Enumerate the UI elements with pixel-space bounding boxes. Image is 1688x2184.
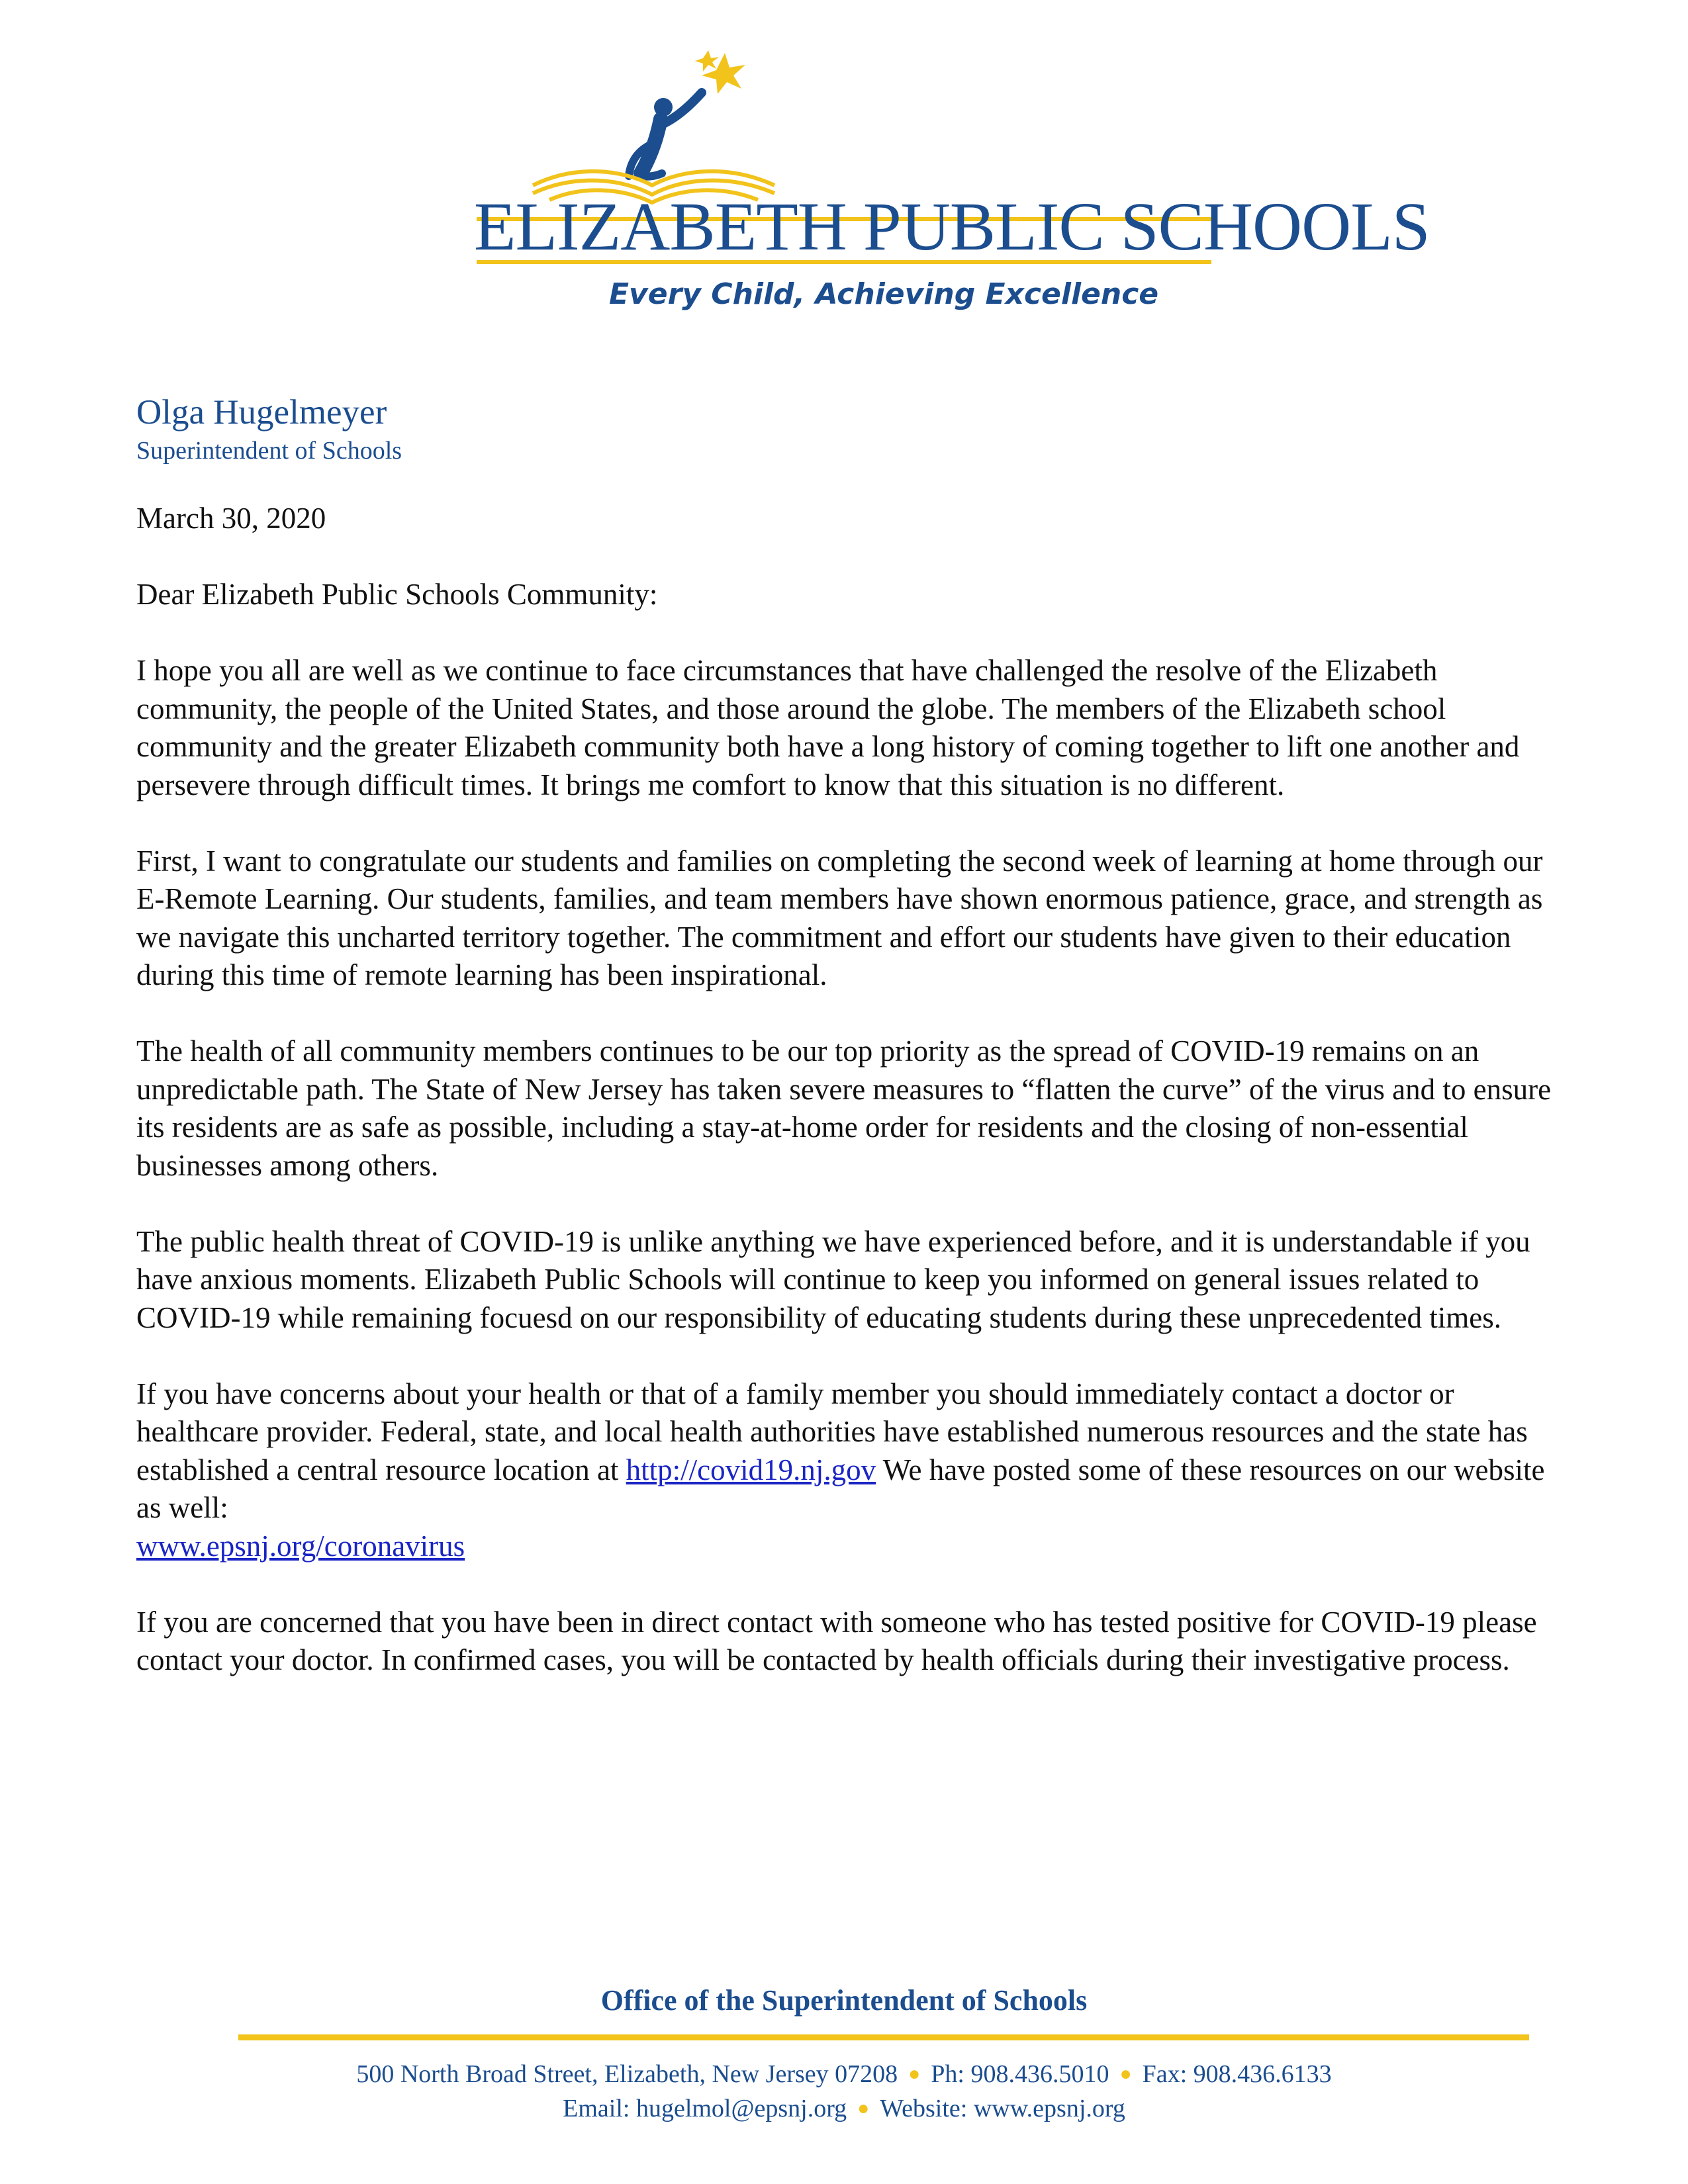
paragraph-4: The public health threat of COVID-19 is unlike anything we have experienced before, and it is understandable if you have anxious moments. Elizabeth Public Schools will continue to keep you informed on general issues related to COVID-19 while remaining focuesd on our responsibility of educating students during these unprecedented times. xyxy=(136,1224,1530,1334)
footer-phone: Ph: 908.436.5010 xyxy=(931,2060,1109,2088)
paragraph-5-text: If you have concerns about your health or that of a family member you should immediately contact a doctor or healthcare provider. Federal, state, and local health authorities have established numerous resources and the state has established a central resource location at xyxy=(136,1377,1528,1486)
star-icon xyxy=(695,50,745,94)
child-figure-icon xyxy=(629,93,702,177)
footer-website: Website: www.epsnj.org xyxy=(880,2095,1125,2122)
paragraph-6: If you are concerned that you have been in direct contact with someone who has tested positive for COVID-19 please contact your doctor. In confirmed cases, you will be contacted by health officials during their investigative process. xyxy=(136,1605,1537,1676)
covid19-nj-link[interactable]: http://covid19.nj.gov xyxy=(626,1453,876,1486)
letter-date: March 30, 2020 xyxy=(136,502,326,535)
footer-contact-line xyxy=(0,2058,1688,2090)
letter-body xyxy=(136,500,1560,1717)
footer-fax: Fax: 908.436.6133 xyxy=(1142,2060,1332,2088)
coronavirus-resources-link[interactable]: www.epsnj.org/coronavirus xyxy=(136,1529,465,1563)
paragraph-3: The health of all community members continues to be our top priority as the spread of COVID-19 remains on an unpredictable path. The State of New Jersey has taken severe measures to “flatten the curve” of the virus and to ensure its residents are as safe as possible, including a stay-at-home order for residents and the closing of non-essential businesses among others. xyxy=(136,1034,1552,1182)
paragraph-5-text-continued: We have posted some of these resources on our website as well: xyxy=(136,1453,1545,1524)
paragraph-5 xyxy=(136,1375,1560,1566)
author-block xyxy=(136,390,402,467)
footer-rule xyxy=(238,2034,1529,2040)
author-title: Superintendent of Schools xyxy=(136,437,402,465)
footer-office-title: Office of the Superintendent of Schools xyxy=(600,1984,1088,2017)
footer-email: Email: hugelmol@epsnj.org xyxy=(563,2095,847,2122)
logo-title: ELIZABETH PUBLIC SCHOOLS xyxy=(474,189,1430,265)
author-name: Olga Hugelmeyer xyxy=(136,393,387,432)
separator-dot: ● xyxy=(908,2063,921,2085)
separator-dot: ● xyxy=(857,2097,870,2119)
paragraph-2: First, I want to congratulate our students and families on completing the second week of learning at home through our E-Remote Learning. Our students, families, and team members have shown enormous patience, grace, and strength as we navigate this uncharted territory together. The commitment and effort our students have given to their education during this time of remote learning has been inspirational. xyxy=(136,844,1543,991)
separator-dot: ● xyxy=(1119,2063,1132,2085)
paragraph-1: I hope you all are well as we continue to face circumstances that have challenged the resolve of the Elizabeth community, the people of the United States, and those around the globe. The members of the Elizabeth school community and the greater Elizabeth community both have a long history of coming together to lift one another and persevere through difficult times. It brings me comfort to know that this situation is no different. xyxy=(136,654,1520,801)
letter-salutation: Dear Elizabeth Public Schools Community: xyxy=(136,578,658,611)
footer-web-line xyxy=(0,2093,1688,2124)
footer-address: 500 North Broad Street, Elizabeth, New Jersey 07208 xyxy=(356,2060,898,2088)
logo-tagline: Every Child, Achieving Excellence xyxy=(609,277,1159,311)
